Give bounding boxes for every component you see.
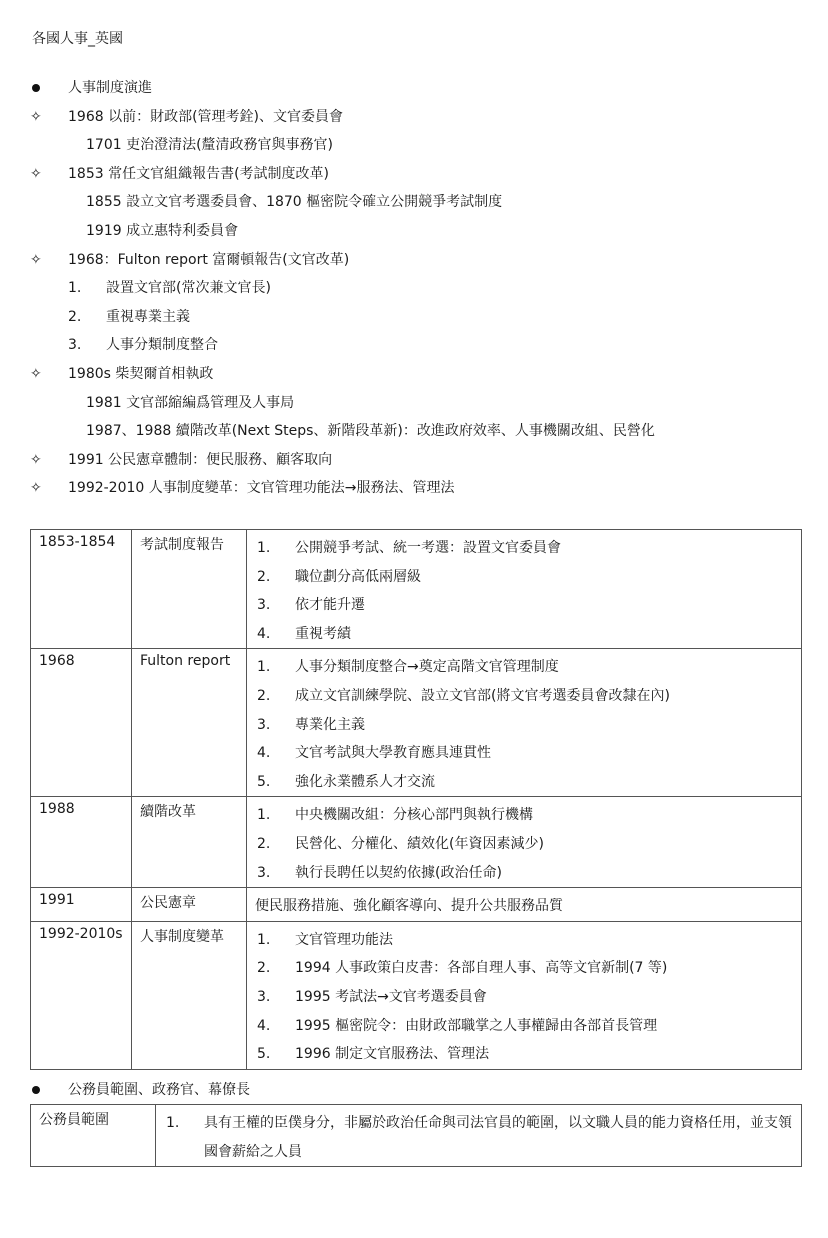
star-bullet-icon: ✧ (30, 451, 42, 468)
item-number: 2. (68, 308, 82, 325)
outline-line (30, 446, 810, 475)
item-text: 1995 考試法→文官考選委員會 (295, 988, 487, 1005)
outline-text: 1992-2010 人事制度變革：文官管理功能法→服務法、管理法 (68, 480, 455, 497)
table-row (31, 797, 802, 888)
table-row (31, 888, 802, 922)
outline-line (30, 303, 810, 332)
outline-text: 人事分類制度整合 (106, 337, 218, 354)
section-2-heading-line (30, 1076, 810, 1105)
outline-line (30, 274, 810, 303)
outline-line (30, 131, 810, 160)
row-name: Fulton report (132, 649, 247, 797)
item-text: 人事分類制度整合→奠定高階文官管理制度 (295, 659, 559, 676)
outline-line (30, 217, 810, 246)
row-content (156, 1105, 802, 1167)
outline-line (30, 389, 810, 418)
item-number: 4. (257, 745, 271, 762)
item-number: 3. (68, 337, 82, 354)
history-table (30, 529, 802, 1070)
outline-line (30, 160, 810, 189)
star-bullet-icon: ✧ (30, 365, 42, 382)
outline-text: 設置文官部(常次兼文官長) (106, 280, 271, 297)
section-1-heading-line (30, 74, 810, 103)
outline-line (30, 188, 810, 217)
page-title: 各國人事_英國 (32, 31, 123, 47)
row-name: 人事制度變革 (132, 921, 247, 1069)
item-number: 3. (257, 597, 271, 614)
item-text: 專業化主義 (295, 716, 365, 733)
row-year: 1992-2010s (31, 921, 132, 1069)
outline-line (30, 417, 810, 446)
row-year: 1988 (31, 797, 132, 888)
outline-line (30, 331, 810, 360)
list-item (255, 739, 793, 768)
bullet-icon (30, 1076, 50, 1105)
item-number: 4. (257, 1017, 271, 1034)
item-number: 2. (257, 835, 271, 852)
row-content (247, 888, 802, 922)
list-item (255, 768, 793, 797)
item-number: 1. (257, 807, 271, 824)
outline-line (30, 474, 810, 503)
list-item (255, 620, 793, 649)
item-number: 1. (257, 931, 271, 948)
item-text: 中央機關改組：分核心部門與執行機構 (295, 807, 533, 824)
item-number: 5. (257, 1046, 271, 1063)
list-item (255, 653, 793, 682)
table-row (31, 649, 802, 797)
item-number: 4. (257, 625, 271, 642)
list-item (255, 983, 793, 1012)
item-text: 職位劃分高低兩層級 (295, 568, 421, 585)
list-item (255, 711, 793, 740)
item-number: 1. (166, 1115, 180, 1131)
item-number: 2. (257, 568, 271, 585)
outline-line (30, 246, 810, 275)
item-number: 2. (257, 960, 271, 977)
list-item (255, 1012, 793, 1041)
row-text: 便民服務措施、強化顧客導向、提升公共服務品質 (255, 898, 563, 915)
outline-subtext: 1981 文官部縮編爲管理及人事局 (86, 394, 295, 411)
list-item (255, 591, 793, 620)
list-item (255, 563, 793, 592)
section-2-heading: 公務員範圍、政務官、幕僚長 (68, 1082, 250, 1098)
outline-subtext: 1855 設立文官考選委員會、1870 樞密院令確立公開競爭考試制度 (86, 194, 503, 211)
row-content (247, 921, 802, 1069)
outline-subtext: 1701 吏治澄清法(釐清政務官與事務官) (86, 137, 334, 154)
bullet-icon (30, 74, 50, 103)
item-text: 執行長聘任以契約依據(政治任命) (295, 864, 502, 881)
item-number: 1. (68, 280, 82, 297)
star-bullet-icon: ✧ (30, 480, 42, 497)
item-number: 3. (257, 988, 271, 1005)
row-content (247, 530, 802, 649)
outline-text: 重視專業主義 (106, 308, 190, 325)
row-name: 考試制度報告 (132, 530, 247, 649)
item-text: 具有王權的臣僕身分，非屬於政治任命與司法官員的範圍，以文職人員的能力資格任用，並支領國會薪給之人員 (204, 1115, 792, 1160)
list-item (255, 954, 793, 983)
item-text: 重視考績 (295, 625, 351, 642)
table-row (31, 1105, 802, 1167)
row-name: 公務員範圍 (31, 1105, 156, 1167)
row-year: 1991 (31, 888, 132, 922)
outline-text: 1853 常任文官組織報告書(考試制度改革) (68, 165, 330, 182)
table-row (31, 530, 802, 649)
row-year: 1853-1854 (31, 530, 132, 649)
outline-section-1 (30, 74, 810, 503)
star-bullet-icon: ✧ (30, 165, 42, 182)
item-text: 依才能升遷 (295, 597, 365, 614)
outline-text: 1991 公民憲章體制：便民服務、顧客取向 (68, 451, 333, 468)
item-number: 5. (257, 773, 271, 790)
item-text: 民營化、分權化、績效化(年資因素減少) (295, 835, 544, 852)
item-number: 3. (257, 716, 271, 733)
outline-text: 1968 以前：財政部(管理考銓)、文官委員會 (68, 108, 344, 125)
item-text: 1996 制定文官服務法、管理法 (295, 1046, 490, 1063)
list-item (255, 682, 793, 711)
item-number: 1. (257, 540, 271, 556)
list-item (255, 859, 793, 888)
civil-servant-table (30, 1104, 802, 1167)
list-item (255, 801, 793, 830)
item-text: 文官考試與大學教育應具連貫性 (295, 745, 491, 762)
row-name: 公民憲章 (132, 888, 247, 922)
item-text: 公開競爭考試、統一考選：設置文官委員會 (295, 540, 561, 556)
list-item (255, 1040, 793, 1069)
list-item (255, 534, 793, 563)
item-text: 強化永業體系人才交流 (295, 773, 435, 790)
row-year: 1968 (31, 649, 132, 797)
list-item (255, 926, 793, 955)
star-bullet-icon: ✧ (30, 108, 42, 125)
item-number: 3. (257, 864, 271, 881)
outline-subtext: 1919 成立惠特利委員會 (86, 222, 239, 239)
item-text: 1994 人事政策白皮書：各部自理人事、高等文官新制(7 等) (295, 960, 668, 977)
row-name: 續階改革 (132, 797, 247, 888)
table-row (31, 921, 802, 1069)
row-content (247, 797, 802, 888)
row-content (247, 649, 802, 797)
item-text: 1995 樞密院令：由財政部職掌之人事權歸由各部首長管理 (295, 1017, 658, 1034)
list-item (255, 830, 793, 859)
outline-text: 1968：Fulton report 富爾頓報告(文官改革) (68, 251, 350, 268)
item-text: 文官管理功能法 (295, 931, 393, 948)
outline-line (30, 103, 810, 132)
section-1-heading: 人事制度演進 (68, 80, 152, 96)
star-bullet-icon: ✧ (30, 251, 42, 268)
item-number: 1. (257, 659, 271, 676)
outline-subtext: 1987、1988 續階改革(Next Steps、新階段革新)：改進政府效率、人事機關改組、民營化 (86, 423, 655, 440)
outline-line (30, 360, 810, 389)
item-text: 成立文官訓練學院、設立文官部(將文官考選委員會改隸在內) (295, 687, 670, 704)
item-number: 2. (257, 687, 271, 704)
outline-text: 1980s 柴契爾首相執政 (68, 365, 214, 382)
